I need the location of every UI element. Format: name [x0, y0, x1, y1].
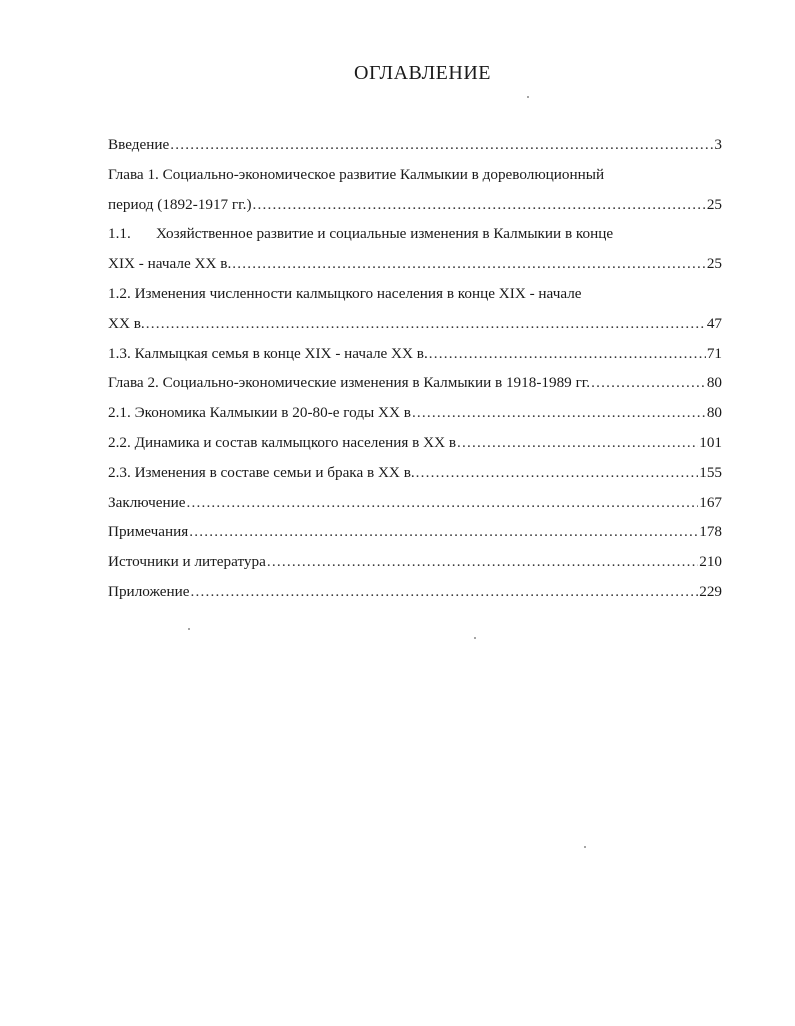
toc-entry-title: Хозяйственное развитие и социальные изменения в Калмыкии в конце — [156, 225, 614, 243]
toc-entry-text: 2.2. Динамика и состав калмыцкого населения в XX в — [108, 433, 457, 451]
dot-leader — [191, 577, 699, 607]
toc-entry — [108, 160, 722, 190]
toc-entry-text: 2.1. Экономика Калмыкии в 20-80-е годы XX в — [108, 404, 411, 422]
toc-entry-number: 1.1. — [108, 225, 131, 243]
dot-leader — [591, 368, 706, 398]
toc-entry-page: 155 — [699, 463, 722, 481]
dot-leader — [232, 249, 706, 279]
toc-entry — [108, 547, 722, 577]
toc-entry-page: 25 — [706, 255, 722, 273]
toc-entry — [108, 428, 722, 458]
toc-entry — [108, 398, 722, 428]
toc-entry-page: 80 — [706, 374, 722, 392]
toc-entry-page: 47 — [706, 314, 722, 332]
toc-entry — [108, 130, 722, 160]
toc-entry — [108, 249, 722, 279]
toc-entry-text: Глава 1. Социально-экономическое развитие Калмыкии в дореволюционный — [108, 165, 605, 183]
toc-entry — [108, 517, 722, 547]
toc-entry-page: 167 — [699, 493, 722, 511]
toc-entry-text: Приложение — [108, 582, 190, 600]
toc-entry-text: Глава 2. Социально-экономические изменения в Калмыкии в 1918-1989 гг. — [108, 374, 591, 392]
dot-leader — [186, 488, 698, 518]
dot-leader — [416, 458, 699, 488]
toc-entry-page: 229 — [699, 582, 722, 600]
toc-entry-text: 2.3. Изменения в составе семьи и брака в XX в. — [108, 463, 415, 481]
toc-entry — [108, 368, 722, 398]
toc-entry — [108, 309, 722, 339]
dot-leader — [253, 190, 706, 220]
dot-leader — [170, 130, 713, 160]
toc-entry — [108, 577, 722, 607]
toc-entry — [108, 279, 722, 309]
scan-speck — [584, 846, 586, 848]
toc-entry-text: XIX - начале XX в. — [108, 255, 232, 273]
toc-entry-page: 25 — [706, 195, 722, 213]
toc-entry-text: 1.3. Калмыцкая семья в конце XIX - начале XX в. — [108, 344, 428, 362]
dot-leader — [429, 339, 706, 369]
toc-entry-text — [108, 219, 722, 249]
toc-entry — [108, 219, 722, 249]
toc-entry-page: 80 — [706, 404, 722, 422]
toc-entry-page: 210 — [699, 553, 722, 571]
toc-entry — [108, 339, 722, 369]
dot-leader — [146, 309, 706, 339]
scan-speck — [527, 96, 529, 98]
toc-entry-text: Источники и литература — [108, 553, 266, 571]
toc-entry-text: 1.2. Изменения численности калмыцкого населения в конце XIX - начале — [108, 284, 582, 302]
toc-entry-text: период (1892-1917 гг.) — [108, 195, 252, 213]
dot-leader — [457, 428, 698, 458]
toc-entry-page: 101 — [699, 433, 722, 451]
dot-leader — [267, 547, 698, 577]
dot-leader — [189, 517, 698, 547]
page-title: ОГЛАВЛЕНИЕ — [354, 62, 491, 84]
table-of-contents — [108, 130, 722, 607]
toc-entry-text: Заключение — [108, 493, 186, 511]
toc-entry-text: Введение — [108, 136, 170, 153]
toc-entry-text: XX в. — [108, 314, 145, 332]
toc-entry-page: 178 — [699, 523, 722, 541]
toc-entry-text: Примечания — [108, 523, 189, 541]
toc-entry — [108, 488, 722, 518]
dot-leader — [412, 398, 706, 428]
toc-entry-page: 3 — [714, 136, 722, 153]
toc-entry-page: 71 — [706, 344, 722, 362]
scan-speck — [188, 628, 190, 630]
toc-entry — [108, 190, 722, 220]
scan-speck — [474, 637, 476, 639]
toc-entry — [108, 458, 722, 488]
